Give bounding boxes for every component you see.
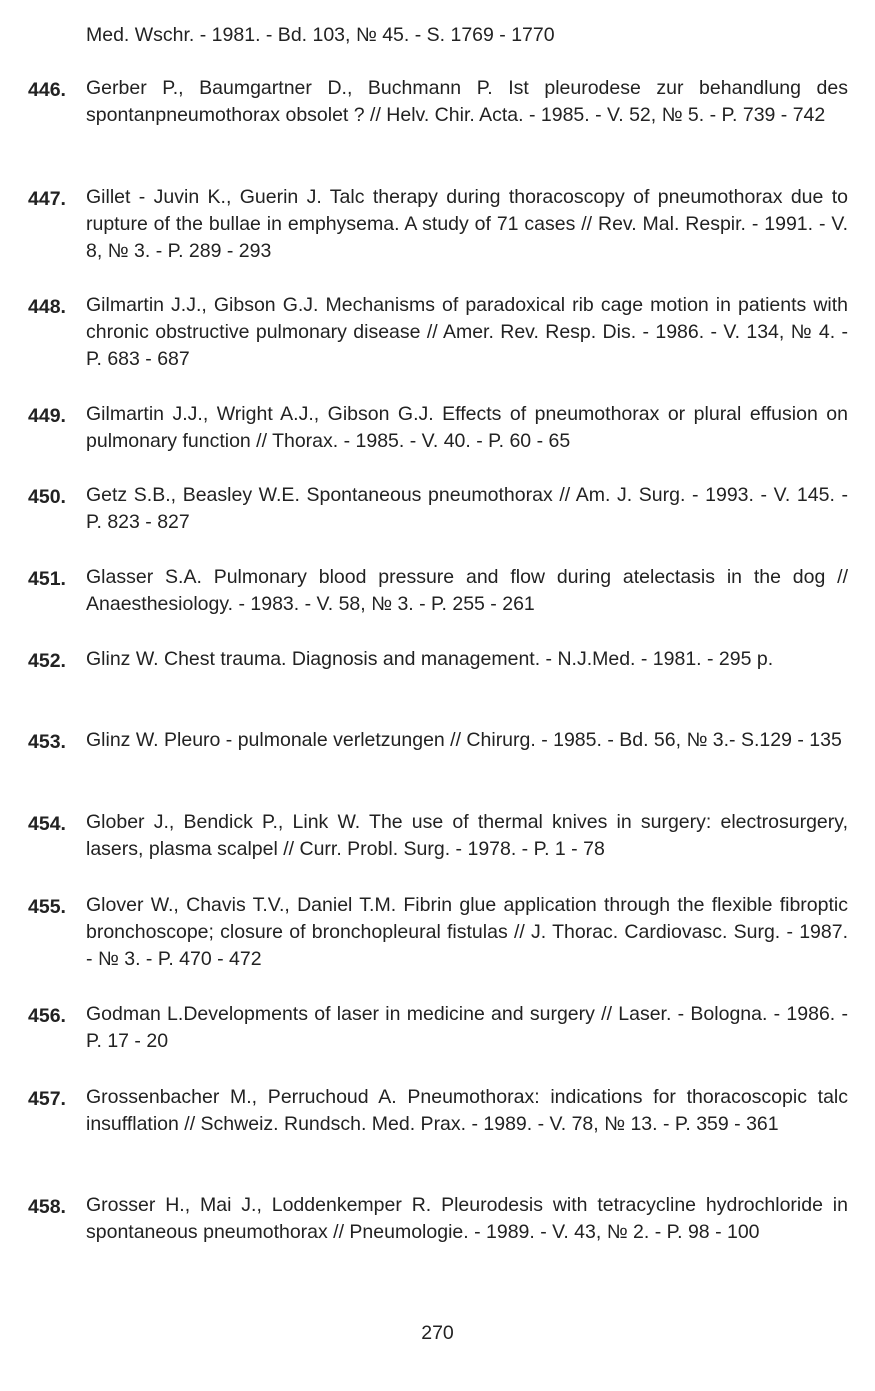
reference-number: 446.: [28, 79, 66, 101]
reference-text: Glinz W. Chest trauma. Diagnosis and management. - N.J.Med. - 1981. - 295 p.: [86, 648, 774, 670]
reference-number: 457.: [28, 1088, 66, 1110]
reference-text: Grosser H., Mai J., Loddenkemper R. Pleurodesis with tetracycline hydrochloride in spontaneous pneumothorax // Pneumologie. - 1989. - V. 43, № 2. - P. 98 - 100: [86, 1194, 848, 1243]
page-number: 270: [421, 1322, 454, 1344]
reference-number: 458.: [28, 1196, 66, 1218]
reference-number: 450.: [28, 486, 66, 508]
reference-number: 453.: [28, 731, 66, 753]
reference-number: 448.: [28, 296, 66, 318]
reference-number: 449.: [28, 405, 66, 427]
reference-number: 454.: [28, 813, 66, 835]
continuation-text: Med. Wschr. - 1981. - Bd. 103, № 45. - S. 1769 - 1770: [86, 24, 555, 46]
reference-number: 452.: [28, 650, 66, 672]
reference-text: Getz S.B., Beasley W.E. Spontaneous pneumothorax // Am. J. Surg. - 1993. - V. 145. - P. 823 - 827: [86, 484, 848, 533]
reference-text: Grossenbacher M., Perruchoud A. Pneumothorax: indications for thoracoscopic talc insufflation // Schweiz. Rundsch. Med. Prax. - 1989. - V. 78, № 13. - P. 359 - 361: [86, 1086, 848, 1135]
reference-text: Glinz W. Pleuro - pulmonale verletzungen // Chirurg. - 1985. - Bd. 56, № 3.- S.129 - 135: [86, 729, 842, 751]
reference-number: 456.: [28, 1005, 66, 1027]
reference-text: Gilmartin J.J., Gibson G.J. Mechanisms of paradoxical rib cage motion in patients with chronic obstructive pulmonary disease // Amer. Rev. Resp. Dis. - 1986. - V. 134, № 4. - P. 683 - 687: [86, 294, 848, 370]
reference-text: Glober J., Bendick P., Link W. The use of thermal knives in surgery: electrosurgery, lasers, plasma scalpel // Curr. Probl. Surg. - 1978. - P. 1 - 78: [86, 811, 848, 860]
reference-number: 455.: [28, 896, 66, 918]
reference-text: Gilmartin J.J., Wright A.J., Gibson G.J. Effects of pneumothorax or plural effusion on pulmonary function // Thorax. - 1985. - V. 40. - P. 60 - 65: [86, 403, 848, 452]
reference-number: 451.: [28, 568, 66, 590]
reference-number: 447.: [28, 188, 66, 210]
reference-text: Glover W., Chavis T.V., Daniel T.M. Fibrin glue application through the flexible fibroptic bronchoscope; closure of bronchopleural fistulas // J. Thorac. Cardiovasc. Surg. - 1987. - № 3. - P. 470 - 472: [86, 894, 848, 970]
reference-text: Gerber P., Baumgartner D., Buchmann P. Ist pleurodese zur behandlung des spontanpneumothorax obsolet ? // Helv. Chir. Acta. - 1985. - V. 52, № 5. - P. 739 - 742: [86, 77, 848, 126]
reference-text: Gillet - Juvin K., Guerin J. Talc therapy during thoracoscopy of pneumothorax due to rupture of the bullae in emphysema. A study of 71 cases // Rev. Mal. Respir. - 1991. - V. 8, № 3. - P. 289 - 293: [86, 186, 848, 262]
reference-text: Godman L.Developments of laser in medicine and surgery // Laser. - Bologna. - 1986. - P. 17 - 20: [86, 1003, 848, 1052]
reference-text: Glasser S.A. Pulmonary blood pressure and flow during atelectasis in the dog // Anaesthesiology. - 1983. - V. 58, № 3. - P. 255 - 261: [86, 566, 848, 615]
